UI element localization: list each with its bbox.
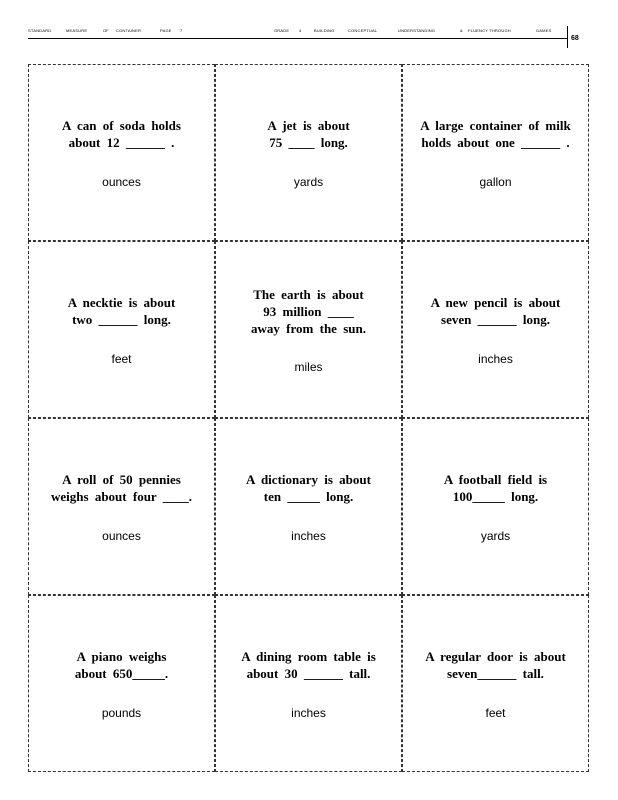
card-question: A necktie is about two ______ long. (67, 295, 176, 327)
header-word: MEASURE (66, 28, 88, 33)
card-question: A roll of 50 pennies weighs about four ____. (51, 472, 192, 504)
page-header (28, 28, 568, 39)
measurement-card[interactable] (402, 595, 589, 772)
card-question: A regular door is about seven______ tall. (425, 649, 566, 681)
measurement-card[interactable] (215, 241, 402, 418)
measurement-card[interactable] (28, 64, 215, 241)
card-question: A football field is 100_____ long. (443, 472, 548, 504)
header-word: FLUENCY THROUGH (468, 28, 511, 33)
header-word: STANDARD (28, 28, 52, 33)
card-answer: miles (294, 360, 323, 374)
card-answer: inches (478, 352, 513, 366)
card-question: A jet is about 75 ____ long. (267, 118, 350, 150)
measurement-card[interactable] (402, 241, 589, 418)
header-divider (567, 26, 568, 48)
header-word: GRADE (274, 28, 290, 33)
header-word: PAGE (160, 28, 172, 33)
measurement-card[interactable] (28, 241, 215, 418)
card-answer: ounces (102, 175, 141, 189)
card-answer: yards (480, 529, 511, 543)
header-word: GAMES (536, 28, 552, 33)
header-word: OF (103, 28, 109, 33)
measurement-card[interactable] (215, 418, 402, 595)
card-grid (28, 64, 589, 772)
header-word: CONCEPTUAL (348, 28, 378, 33)
card-answer: inches (291, 529, 326, 543)
card-question: A dining room table is about 30 ______ tall. (241, 649, 376, 681)
card-answer: feet (111, 352, 132, 366)
header-word: 7 (180, 28, 183, 33)
measurement-card[interactable] (28, 595, 215, 772)
measurement-card[interactable] (402, 418, 589, 595)
page-number: 68 (571, 35, 579, 42)
header-word: & (460, 28, 463, 33)
header-word: BUILDING (314, 28, 335, 33)
measurement-card[interactable] (215, 595, 402, 772)
header-word: CONTAINER (116, 28, 142, 33)
measurement-card[interactable] (402, 64, 589, 241)
card-question: A large container of milk holds about one ______ . (420, 118, 571, 150)
header-word: 4 (299, 28, 302, 33)
card-question: A can of soda holds about 12 ______ . (62, 118, 181, 150)
card-answer: yards (293, 175, 324, 189)
header-word: UNDERSTANDING (398, 28, 436, 33)
card-answer: pounds (101, 706, 142, 720)
card-answer: ounces (102, 529, 141, 543)
measurement-card[interactable] (215, 64, 402, 241)
card-question: A piano weighs about 650_____. (74, 649, 169, 681)
card-question: A new pencil is about seven ______ long. (430, 295, 561, 327)
card-answer: feet (485, 706, 506, 720)
card-answer: inches (291, 706, 326, 720)
card-question: A dictionary is about ten _____ long. (246, 472, 371, 504)
card-question: The earth is about 93 million ____ away from the sun. (251, 287, 366, 336)
measurement-card[interactable] (28, 418, 215, 595)
card-answer: gallon (479, 175, 512, 189)
